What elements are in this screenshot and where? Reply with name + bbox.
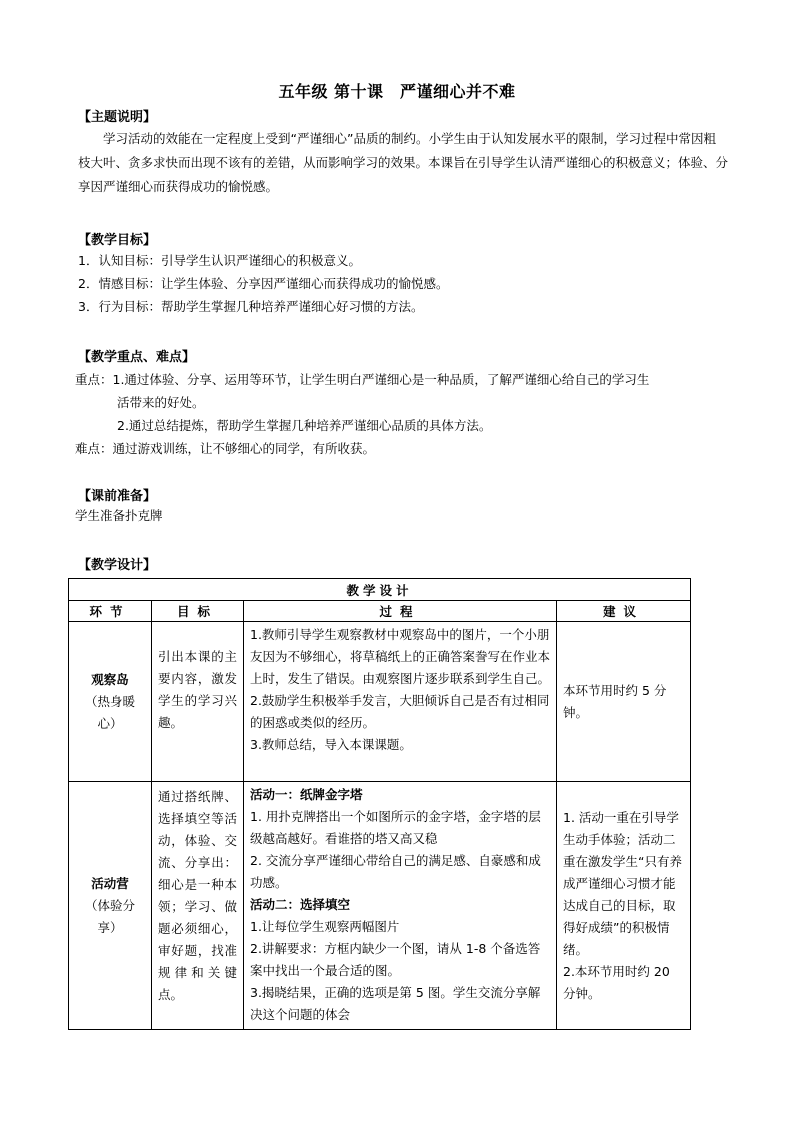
- activity-title: 活动一：纸牌金字塔: [250, 787, 363, 802]
- goals-heading: 【教学目标】: [78, 233, 157, 248]
- prep-text: 学生准备扑克牌: [75, 508, 163, 523]
- focus-point-1a: 重点：1.通过体验、分享、运用等环节，让学生明白严谨细心是一种品质，了解严谨细心给自己的学习生: [75, 372, 650, 387]
- design-heading: 【教学设计】: [78, 558, 157, 573]
- keypoints-heading: 【教学重点、难点】: [78, 350, 196, 365]
- section-subtitle: （体验分: [84, 897, 135, 913]
- column-header-advice: 建议: [557, 601, 691, 622]
- process-step: 3.教师总结，导入本课课题。: [250, 737, 412, 752]
- table-row: [69, 622, 691, 782]
- focus-point-1b: 活带来的好处。: [117, 395, 205, 410]
- advice-item: 1. 活动一重在引导学生动手体验；活动二重在激发学生“只有养成严谨细心习惯才能达成自己的目标，取得好成绩”的积极情绪。: [563, 809, 682, 957]
- section-cell: [69, 782, 152, 1030]
- focus-point-2: 2.通过总结提炼，帮助学生掌握几种培养严谨细心品质的具体方法。: [117, 418, 492, 433]
- table-header-row: [69, 601, 691, 622]
- table-row: [69, 782, 691, 1030]
- advice-cell: [557, 782, 691, 1030]
- column-header-section: 环节: [69, 601, 152, 622]
- goal-item-1: 1．认知目标：引导学生认识严谨细心的积极意义。: [78, 253, 361, 268]
- process-step: 1. 用扑克牌搭出一个如图所示的金字塔，金字塔的层级越高越好。看谁搭的塔又高又稳: [250, 809, 541, 846]
- theme-heading: 【主题说明】: [78, 110, 157, 125]
- goal-item-2: 2．情感目标：让学生体验、分享因严谨细心而获得成功的愉悦感。: [78, 276, 449, 291]
- goal-cell: 通过搭纸牌、选择填空等活动，体验、交流、分享出：细心是一种本领；学习、做题必须细心，审好题，找准规律和关键点。: [152, 782, 244, 1030]
- process-step: 2.讲解要求：方框内缺少一个图，请从 1-8 个备选答案中找出一个最合适的图。: [250, 941, 541, 978]
- prep-heading: 【课前准备】: [78, 489, 157, 504]
- column-header-process: 过程: [244, 601, 557, 622]
- section-name: 活动营: [91, 875, 129, 891]
- page-title: 五年级 第十课 严谨细心并不难: [278, 82, 516, 101]
- process-step: 1.教师引导学生观察教材中观察岛中的图片，一个小朋友因为不够细心，将草稿纸上的正确答案誊写在作业本上时，发生了错误。由观察图片逐步联系到学生自己。: [250, 627, 551, 686]
- section-subtitle: 享）: [97, 919, 123, 935]
- table-caption-row: [69, 579, 691, 601]
- advice-cell: 本环节用时约 5 分钟。: [557, 622, 691, 782]
- process-cell: [244, 782, 557, 1030]
- process-step: 2. 交流分享严谨细心带给自己的满足感、自豪感和成功感。: [250, 853, 541, 890]
- theme-text: 学习活动的效能在一定程度上受到“严谨细心”品质的制约。小学生由于认知发展水平的限制，学习过程中常因粗枝大叶、贪多求快而出现不该有的差错，从而影响学习的效果。本课旨在引导学生认清严谨细心的积极意义；体验、分享因严谨细心而获得成功的愉悦感。: [78, 131, 729, 194]
- design-table: [68, 578, 691, 1030]
- goal-cell: 引出本课的主要内容，激发学生的学习兴趣。: [152, 622, 244, 782]
- process-cell: [244, 622, 557, 782]
- process-step: 2.鼓励学生积极举手发言，大胆倾诉自己是否有过相同的困惑或类似的经历。: [250, 693, 550, 730]
- difficulty-point: 难点：通过游戏训练，让不够细心的同学，有所收获。: [75, 441, 376, 456]
- activity-title: 活动二：选择填空: [250, 897, 351, 912]
- table-caption: 教学设计: [69, 579, 691, 601]
- process-step: 1.让每位学生观察两幅图片: [250, 919, 400, 934]
- section-name: 观察岛: [91, 671, 129, 687]
- section-cell: [69, 622, 152, 782]
- column-header-goal: 目标: [152, 601, 244, 622]
- process-step: 3.揭晓结果，正确的选项是第 5 图。学生交流分享解决这个问题的体会: [250, 985, 541, 1022]
- section-subtitle: （热身暖: [84, 693, 135, 709]
- section-subtitle: 心）: [97, 715, 123, 731]
- advice-item: 2.本环节用时约 20 分钟。: [563, 963, 670, 1001]
- goal-item-3: 3．行为目标：帮助学生掌握几种培养严谨细心好习惯的方法。: [78, 299, 424, 314]
